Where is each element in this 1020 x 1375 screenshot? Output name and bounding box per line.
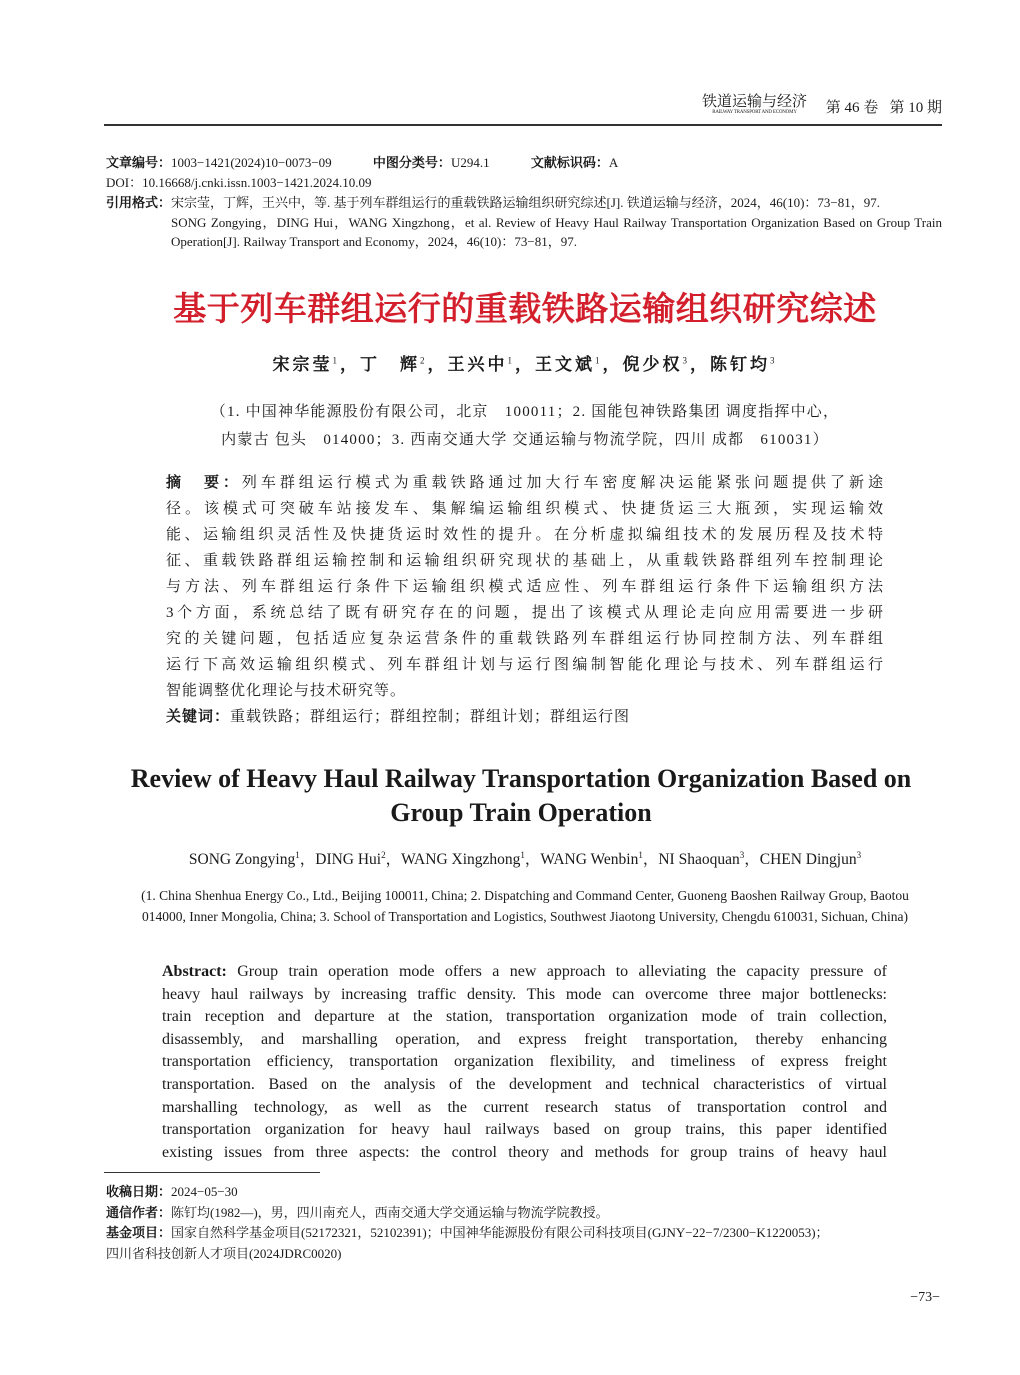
affiliations-en: (1. China Shenhua Energy Co., Ltd., Beijing 100011, China; 2. Dispatching and Command Center, Guoneng Baoshen Railway Group, Baotou 014000, Inner Mongolia, China; 3. School of Transportation and Logistics, Southwest Jiaotong University, Chengdu 610031, Sichuan, China) bbox=[141, 888, 909, 924]
citation-en: SONG Zongying，DING Hui，WANG Xingzhong，et al. Review of Heavy Haul Railway Transportation Organization Based on Group Train Operation[J]. Railway Transport and Economy，2024，46(10)：73−81，97. bbox=[171, 215, 942, 249]
author-affiliation-mark: 3 bbox=[739, 849, 745, 860]
abstract-en bbox=[162, 961, 887, 1164]
abstract-line: 究的关键问题，包括适应复杂运营条件的重载铁路列车群组运行协同控制方法、列车群组 bbox=[166, 631, 884, 647]
english-title bbox=[0, 762, 1020, 830]
abstract-line: 径。该模式可突破车站接发车、集解编运输组织模式、快捷货运三大瓶颈，实现运输效 bbox=[166, 501, 884, 517]
footnotes bbox=[106, 1182, 946, 1264]
issue: 第 10 期 bbox=[889, 100, 942, 116]
label: 文章编号： bbox=[106, 155, 172, 170]
article-number: 1003−1421(2024)10−0073−09 bbox=[171, 155, 332, 170]
abstract-line bbox=[166, 470, 884, 496]
value: 国家自然科学基金项目(52172321，52102391)；中国神华能源股份有限公司科技项目(GJNY−22−7/2300−K1220053)； bbox=[171, 1225, 829, 1240]
author-affiliation-mark: 1 bbox=[638, 849, 643, 860]
author-affiliation-mark: 1 bbox=[520, 849, 525, 860]
funding bbox=[106, 1223, 946, 1244]
label: 文献标识码： bbox=[530, 155, 609, 170]
document-code: A bbox=[608, 155, 619, 170]
abstract-label: 摘 要： bbox=[166, 475, 242, 491]
author-name: SONG Zongying bbox=[188, 851, 296, 868]
page-number: −73− bbox=[910, 1290, 940, 1305]
author-affiliation-mark: 1 bbox=[507, 355, 515, 366]
author-name: 陈钉均 bbox=[710, 355, 770, 374]
abstract-line: existing issues from three aspects: the control theory and methods for group trains of heavy haul bbox=[162, 1143, 887, 1161]
title-line: Group Train Operation bbox=[390, 798, 652, 827]
author-name: 倪少权 bbox=[622, 355, 683, 374]
abstract-line: transportation efficiency, transportation organization flexibility, and timeliness of express freight bbox=[162, 1053, 887, 1071]
volume: 第 46 卷 bbox=[825, 100, 879, 116]
abstract-line: 征、重载铁路群组运输控制和运输组织研究现状的基础上，从重载铁路群组列车控制理论 bbox=[166, 553, 884, 569]
author-name: 王文斌 bbox=[535, 355, 595, 374]
article-ids bbox=[106, 153, 618, 172]
author-name: WANG Xingzhong bbox=[401, 851, 521, 868]
author-affiliation-mark: 1 bbox=[295, 849, 300, 860]
label: 引用格式： bbox=[106, 195, 172, 210]
abstract-line: 能、运输组织灵活性及快捷货运时效性的提升。在分析虚拟编组技术的发展历程及技术特 bbox=[166, 527, 884, 543]
affiliation-line: （1. 中国神华能源股份有限公司，北京 100011；2. 国能包神铁路集团 调度指挥中心， bbox=[210, 404, 840, 420]
author-name: 丁 辉 bbox=[360, 355, 420, 374]
label: 收稿日期： bbox=[106, 1184, 172, 1199]
author-affiliation-mark: 2 bbox=[381, 849, 386, 860]
citation-cn-text: 宋宗莹，丁辉，王兴中，等. 基于列车群组运行的重载铁路运输组织研究综述[J]. 铁道运输与经济，2024，46(10)：73−81，97. bbox=[171, 195, 880, 210]
author-name: WANG Wenbin bbox=[540, 851, 639, 868]
abstract-line: 与方法、列车群组运行条件下运输组织模式适应性、列车群组运行条件下运输组织方法 bbox=[166, 579, 884, 595]
author-name: 宋宗莹 bbox=[272, 355, 333, 374]
abstract-line: transportation. Based on the analysis of the development and technical characteristics of virtual bbox=[162, 1075, 887, 1093]
authors-cn: 宋宗莹$^1$，丁 辉$^2$，王兴中$^1$，王文斌$^1$，倪少权$^3$，陈钉均$^3$ bbox=[272, 355, 778, 374]
journal-name-cn: 铁道运输与经济 bbox=[701, 94, 807, 110]
text: Group train operation mode offers a new approach to alleviating the capacity pressure of bbox=[237, 963, 888, 980]
value: 2024−05−30 bbox=[171, 1184, 238, 1199]
title-line: Review of Heavy Haul Railway Transportation Organization Based on bbox=[130, 764, 912, 793]
abstract-line: 3个方面，系统总结了既有研究存在的问题，提出了该模式从理论走向应用需要进一步研 bbox=[166, 605, 884, 621]
journal-name-en: RAILWAY TRANSPORT AND ECONOMY bbox=[712, 110, 797, 115]
footnote-divider bbox=[104, 1172, 320, 1173]
abstract-line bbox=[162, 961, 887, 984]
author-name: DING Hui bbox=[315, 851, 382, 868]
label: 中图分类号： bbox=[372, 155, 451, 170]
author-affiliation-mark: 3 bbox=[770, 355, 778, 366]
abstract-line: train reception and departure at the station, transportation organization mode of train collection, bbox=[162, 1008, 887, 1026]
author-name: CHEN Dingjun bbox=[759, 851, 857, 868]
author-name: 王兴中 bbox=[447, 355, 508, 374]
authors-en: SONG Zongying$^1$，DING Hui$^2$，WANG Xingzhong$^1$，WANG Wenbin$^1$，NI Shaoquan$^3$，CHEN Dingjun$^3$ bbox=[188, 849, 862, 868]
page-title: 基于列车群组运行的重载铁路运输组织研究综述 bbox=[173, 289, 877, 328]
abstract-line: 智能调整优化理论与技术研究等。 bbox=[166, 683, 407, 699]
author-affiliation-mark: 3 bbox=[856, 849, 862, 860]
abstract-line: marshalling technology, as well as the current research status of transportation control and bbox=[162, 1098, 887, 1116]
citation-cn bbox=[106, 193, 946, 212]
abstract-line: 运行下高效运输组织模式、列车群组计划与运行图编制智能化理论与技术、列车群组运行 bbox=[166, 657, 884, 673]
text: 列车群组运行模式为重载铁路通过加大行车密度解决运能紧张问题提供了新途 bbox=[241, 475, 884, 491]
doi: DOI：10.16668/j.cnki.issn.1003−1421.2024.10.09 bbox=[106, 175, 372, 190]
author-affiliation-mark: 3 bbox=[682, 355, 690, 366]
author-affiliation-mark: 1 bbox=[332, 355, 340, 366]
abstract-cn bbox=[166, 470, 884, 730]
keywords-label: 关键词： bbox=[166, 709, 231, 725]
label: 通信作者： bbox=[106, 1204, 172, 1220]
author-affiliation-mark: 1 bbox=[595, 355, 603, 366]
author-name: NI Shaoquan bbox=[658, 851, 740, 868]
abstract-line: disassembly, and marshalling operation, and express freight transportation, thereby enhancing bbox=[162, 1030, 887, 1048]
journal-name bbox=[702, 90, 807, 115]
corresponding-author bbox=[106, 1203, 946, 1224]
header-divider bbox=[104, 124, 942, 126]
value: 陈钉均(1982—)，男，四川南充人，西南交通大学交通运输与物流学院教授。 bbox=[171, 1204, 609, 1220]
funding-cont: 四川省科技创新人才项目(2024JDRC0020) bbox=[106, 1245, 342, 1261]
abstract-label: Abstract: bbox=[162, 963, 227, 980]
volume-issue bbox=[826, 96, 942, 117]
label: 基金项目： bbox=[106, 1225, 172, 1240]
received-date bbox=[106, 1182, 946, 1203]
keywords-text: 重载铁路；群组运行；群组控制；群组计划；群组运行图 bbox=[230, 709, 631, 725]
keywords-cn bbox=[166, 704, 884, 730]
abstract-line: heavy haul railways by increasing traffic density. This mode can overcome three major bottlenecks: bbox=[162, 985, 887, 1003]
abstract-line: transportation organization for heavy haul railways based on group trains, this paper identified bbox=[162, 1121, 887, 1139]
affiliation-line: 内蒙古 包头 014000；3. 西南交通大学 交通运输与物流学院，四川 成都 610031） bbox=[221, 432, 829, 448]
clc-number: U294.1 bbox=[450, 155, 490, 170]
author-affiliation-mark: 2 bbox=[420, 355, 428, 366]
